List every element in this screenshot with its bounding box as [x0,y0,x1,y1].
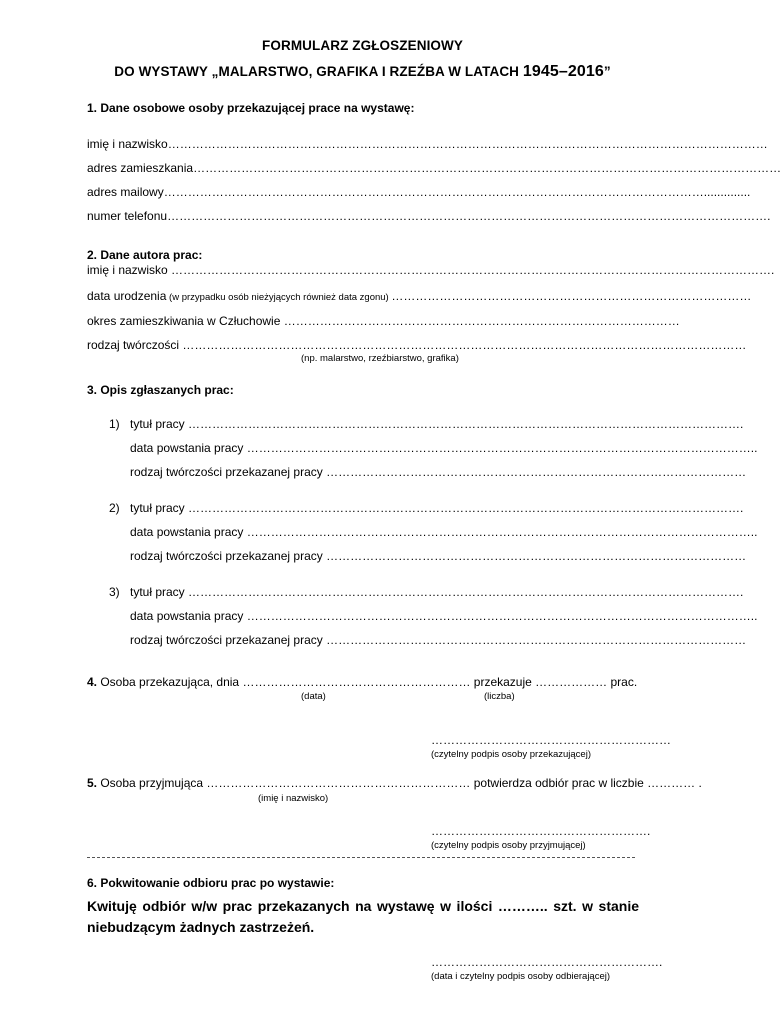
return-signature-label: (data i czytelny podpis osoby odbierającej) [431,971,611,982]
cut-line-divider [87,857,635,858]
receiver-name-field[interactable]: ………………………………………………………… [206,776,471,790]
work-1-date-field[interactable]: data powstania pracy ……………………………………………………………………………………………………………….. [130,441,758,455]
handover-count-hint: (liczba) [484,691,515,702]
handover-signature-label: (czytelny podpis osoby przekazującej) [431,749,591,760]
receiver-signature-field[interactable]: ………………………………………………. [431,824,651,838]
field-owner-email[interactable]: adres mailowy……………………………………………………………………………………………………………………….............. [87,185,751,199]
field-author-birth[interactable]: data urodzenia (w przypadku osób nieżyjących również data zgonu) ……………………………………………………………………………… [87,289,752,303]
work-2-title-field[interactable]: tytuł pracy …………………………………………………………………………………………………………………………. [130,501,744,515]
return-receipt-statement: Kwituję odbiór w/w prac przekazanych na wystawę w ilości ……….. szt. w stanie niebudzącym żadnych zastrzeżeń. [87,898,639,935]
work-2-kind-field[interactable]: rodzaj twórczości przekazanej pracy …………………………………………………………………………………………… [130,549,747,563]
field-owner-address[interactable]: adres zamieszkania………………………………………………………………………………………………………………………………… [87,161,781,175]
work-1-number: 1) [109,417,120,431]
handover-count-field[interactable]: ……………… [535,675,608,689]
field-owner-name[interactable]: imię i nazwisko…………………………………………………………………………………………………………………………………… [87,137,768,151]
field-owner-phone[interactable]: numer telefonu……………………………………………………………………………………………………………………………………. [87,209,771,223]
handover-signature-field[interactable]: …………………………………………………… [431,733,671,747]
section5-statement: 5. Osoba przyjmująca ………………………………………………………… potwierdza odbiór prac w liczbie ………… . [87,776,702,790]
work-3-title-field[interactable]: tytuł pracy …………………………………………………………………………………………………………………………. [130,585,744,599]
receiver-name-hint: (imię i nazwisko) [258,793,329,804]
section3-heading: 3. Opis zgłaszanych prac: [87,383,234,397]
section1-heading: 1. Dane osobowe osoby przekazującej prace na wystawę: [87,101,415,115]
form-title: FORMULARZ ZGŁOSZENIOWY [262,38,463,53]
field-author-residence[interactable]: okres zamieszkiwania w Człuchowie ……………………………………………………………………………………… [87,314,680,328]
field-author-kind[interactable]: rodzaj twórczości …………………………………………………………………………………………………………………………… [87,338,747,352]
work-3-number: 3) [109,585,120,599]
work-3-date-field[interactable]: data powstania pracy ……………………………………………………………………………………………………………….. [130,609,758,623]
field-author-name[interactable]: imię i nazwisko ……………………………………………………………………………………………………………………………………. [87,263,775,277]
work-2-date-field[interactable]: data powstania pracy ……………………………………………………………………………………………………………….. [130,525,758,539]
return-signature-field[interactable]: …………………………………………………. [431,955,663,969]
work-2-number: 2) [109,501,120,515]
section6-heading: 6. Pokwitowanie odbioru prac po wystawie: [87,876,335,890]
receiver-signature-label: (czytelny podpis osoby przyjmującej) [431,840,586,851]
work-1-kind-field[interactable]: rodzaj twórczości przekazanej pracy …………………………………………………………………………………………… [130,465,747,479]
work-1-title-field[interactable]: tytuł pracy …………………………………………………………………………………………………………………………. [130,417,744,431]
author-kind-hint: (np. malarstwo, rzeźbiarstwo, grafika) [301,353,459,364]
section4-statement: 4. Osoba przekazująca, dnia ………………………………………………… przekazuje ……………… prac. [87,675,638,689]
form-subtitle: DO WYSTAWY „MALARSTWO, GRAFIKA I RZEŹBA W LATACH 1945–2016” [114,63,611,80]
handover-date-hint: (data) [301,691,326,702]
work-3-kind-field[interactable]: rodzaj twórczości przekazanej pracy …………………………………………………………………………………………… [130,633,747,647]
received-count-field[interactable]: ………… . [647,776,702,790]
handover-date-field[interactable]: ………………………………………………… [242,675,471,689]
section2-heading: 2. Dane autora prac: [87,248,203,262]
